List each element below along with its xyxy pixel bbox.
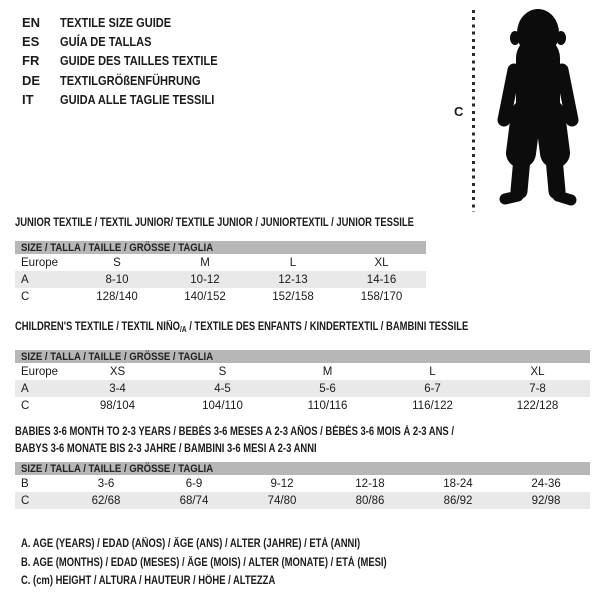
size-cell: 116/122 <box>412 399 453 412</box>
language-label: GUÍA DE TALLAS <box>60 34 152 50</box>
size-cell: 18-24 <box>443 477 473 490</box>
size-cell: 8-10 <box>73 271 161 288</box>
size-header-band <box>15 241 426 254</box>
size-cell: 12-13 <box>249 271 337 288</box>
size-cell: 98/104 <box>99 399 136 412</box>
row-label: A <box>15 380 65 397</box>
size-cell: L <box>429 365 436 378</box>
language-code: EN <box>22 15 41 31</box>
size-cell: XS <box>109 365 126 378</box>
table-row <box>15 271 426 288</box>
size-cell: 128/140 <box>96 290 138 303</box>
language-code: DE <box>22 72 41 88</box>
size-header-label: SIZE / TALLA / TAILLE / GRÖSSE / TAGLIA <box>21 462 214 475</box>
junior-table-title: JUNIOR TEXTILE / TEXTIL JUNIOR/ TEXTILE JUNIOR / JUNIORTEXTIL / JUNIOR TESSILE <box>15 217 414 229</box>
title-subscript: /A <box>180 325 187 334</box>
size-cell: M <box>322 365 333 378</box>
table-row <box>15 288 426 305</box>
language-label: TEXTILGRÖßENFÜHRUNG <box>60 72 201 88</box>
language-label: GUIDE DES TAILLES TEXTILE <box>60 53 218 69</box>
footnote: A. AGE (YEARS) / EDAD (AÑOS) / ÂGE (ANS) / ALTER (JAHRE) / ETÀ (ANNI) <box>21 538 361 550</box>
size-cell: 5-6 <box>275 380 380 397</box>
language-row <box>22 90 245 109</box>
size-cell: 86/92 <box>414 492 502 509</box>
table-row <box>15 397 590 414</box>
table-row <box>15 254 426 271</box>
size-cell: 4-5 <box>170 380 275 397</box>
row-label: A <box>15 271 73 288</box>
size-cell: 140/152 <box>184 290 226 303</box>
row-label: C <box>21 399 30 412</box>
language-label: TEXTILE SIZE GUIDE <box>60 15 172 31</box>
children-table-title: CHILDREN'S TEXTILE / TEXTIL $NIÑO_{/A}$ / TEXTILE DES ENFANTS / KINDERTEXTIL / BAMBINI TESSILE <box>15 321 469 334</box>
size-table-junior <box>15 241 426 305</box>
size-cell: L <box>289 256 297 269</box>
size-cell: 122/128 <box>516 399 559 412</box>
language-label: GUIDA ALLE TAGLIE TESSILI <box>60 91 215 107</box>
size-cell: 3-6 <box>97 477 115 490</box>
size-cell: 158/170 <box>360 290 403 303</box>
size-cell: 10-12 <box>161 271 249 288</box>
height-marker-line <box>472 10 475 212</box>
footnote: C. (cm) HEIGHT / ALTURA / HAUTEUR / HÖHE / ALTEZZA <box>21 575 276 588</box>
row-label: Europe <box>21 256 59 269</box>
size-header-band <box>15 462 590 475</box>
size-cell: 6-9 <box>185 477 203 490</box>
row-label: C <box>15 492 62 509</box>
size-cell: 6-7 <box>380 380 485 397</box>
size-cell: 62/68 <box>62 492 150 509</box>
language-row <box>22 13 245 32</box>
size-cell: 12-18 <box>355 477 385 490</box>
babies-table-title: BABIES 3-6 MONTH TO 2-3 YEARS / BEBÉS 3-6 MESES A 2-3 AÑOS / BÉBÉS 3-6 MOIS À 2-3 ANS / BABYS 3-6 MONATE BIS 2-3 JAHRE / BAMBINI 3-6 MESI A 2-3 ANNI <box>15 426 454 455</box>
size-cell: 152/158 <box>272 290 314 303</box>
size-cell: S <box>113 256 121 269</box>
size-cell: 7-8 <box>485 380 590 397</box>
figure-area <box>450 0 600 230</box>
table-row <box>15 475 590 492</box>
size-cell: 3-4 <box>65 380 170 397</box>
row-label: Europe <box>21 365 59 378</box>
table-row <box>15 492 590 509</box>
row-label: C <box>21 290 30 303</box>
row-label: B <box>21 477 29 490</box>
size-cell: 9-12 <box>270 477 294 490</box>
language-code: FR <box>22 53 40 69</box>
size-cell: 24-36 <box>531 477 561 490</box>
size-table-children <box>15 350 590 414</box>
size-header-label: SIZE / TALLA / TAILLE / GRÖSSE / TAGLIA <box>21 350 214 363</box>
language-row <box>22 71 245 90</box>
size-header-label: SIZE / TALLA / TAILLE / GRÖSSE / TAGLIA <box>21 241 214 254</box>
language-code: IT <box>22 91 34 107</box>
footnote-legend <box>21 535 467 591</box>
language-row <box>22 32 245 51</box>
size-cell: XL <box>530 365 545 378</box>
size-cell: 104/110 <box>202 399 243 412</box>
size-cell: 68/74 <box>150 492 238 509</box>
size-table-babies <box>15 462 590 509</box>
size-cell: S <box>218 365 227 378</box>
language-code: ES <box>22 34 40 50</box>
language-row <box>22 51 245 70</box>
size-cell: 74/80 <box>238 492 326 509</box>
size-cell: 110/116 <box>307 399 348 412</box>
footnote: B. AGE (MONTHS) / EDAD (MESES) / ÂGE (MOIS) / ALTER (MONATE) / ETÀ (MESI) <box>21 556 387 569</box>
language-legend <box>22 13 245 109</box>
size-cell: M <box>200 256 210 269</box>
size-cell: 80/86 <box>326 492 414 509</box>
size-cell: XL <box>374 256 389 269</box>
height-marker-label: C <box>454 104 464 119</box>
table-row <box>15 363 590 380</box>
size-cell: 14-16 <box>337 271 426 288</box>
baby-silhouette-icon <box>480 6 596 208</box>
table-row <box>15 380 590 397</box>
size-header-band <box>15 350 590 363</box>
size-cell: 92/98 <box>502 492 590 509</box>
